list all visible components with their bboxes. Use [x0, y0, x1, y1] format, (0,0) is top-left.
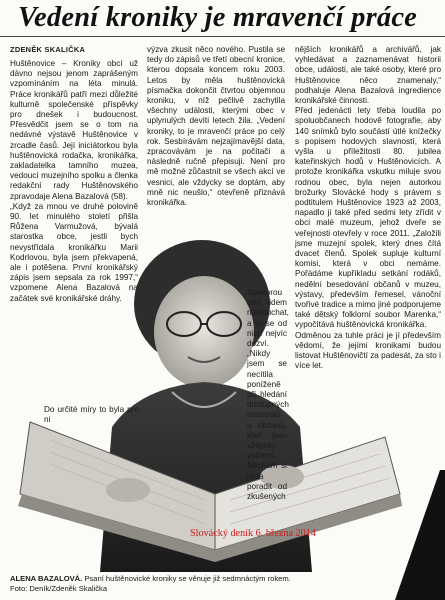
- article-column-2-continuation: Spokorou umí lidem naslouchat, a to se od nich nejvíc dozví. „Nikdy jsem se necítila poníženě při hledání dostupných materiálů u občanů, kteří jsou vždycky vstřícní. Nechám si ráda poradit od zkušených: [247, 288, 289, 502]
- author-byline: ZDENĚK SKALIČKA: [10, 45, 86, 54]
- article-column-3: nějších kronikářů a archivářů, jak vyhledávat a zaznamenávat historii obce, události, ale také osoby, které pro Huštěnovice něco znamenaly,“ podhaluje Alena Bazalová ingredience kronikářské činnosti. Před jedenácti lety třeba loudila po spoluobčanech hodově fotografie, aby 140 snímků bylo součástí útlé knížečky s popisem hodových slavností, která vyšla u příležitosti 80. jubilea kateřinských hodů v Huštěnovicích. A protože kronikářka vskutku miluje svou rodnou obec, byla nejen autorkou brožurky Slovácké hody s právem s podtitulem Huštěnovice 1923 až 2003, napadlo ji také před sedmi lety zřídit v obci malé muzeum, jehož dveře se veřejnosti otevřely v roce 2011. „Založili jsme muzejní spolek, který dnes čítá dvacet členů. Spolek supluje kulturní komisi, která v obci nemáme. Pořádáme kupříkladu setkání rodáků, nedělní besedování občanů v muzeu, výstavy, především řemesel, vánoční tvořivé tradice a mimo jiné podporujeme také dětský folklorní soubor Marenka,“ vypočítává huštěnovická kronikářka. Odměnou za tuhle práci je jí především vědomí, že jejími kronikami budou listovat Huštěnovičtí za padesát, za sto i více let.: [295, 45, 441, 371]
- headline-text: Vedení kroniky je mravenčí práce: [18, 2, 418, 33]
- photo-caption: [10, 574, 310, 593]
- article-column-1: Huštěnovice – Kroniky obcí už dávno nejsou jenom zaprášeným vzpomínáním na léta minulá. Práce kronikářů patří mezi důležité kulturně společenské příspěvky pro dnešek i budoucnost. Přesvědčit jsem se o tom na nedávné výstavě Huštěnovice v zrcadle časů. Její iniciátorkou byla huštěnovická rodačka, kronikářka, zakladatelka tamního muzea, vedoucí muzejního spolku a členka redakční rady Huštěnovského zpravodaje Alena Bazalová (58). „Když za mnou ve druhé polovině 90. let minulého století přišla Růžena Varmužová, bývalá starostka obce, jestli bych nevystřídala kronikářku Marii Kodrlovou, byla jsem překvapená, ale i potěšena. První kronikářský zápis jsem sepsala za rok 1997,“ vzpomene Alena Bazalová na začátek své kronikářské dráhy.: [10, 59, 138, 303]
- source-stamp: Slovácký deník 6. března 2014: [190, 528, 316, 539]
- caption-text: Psaní huštěnovické kroniky se věnuje již sedmnáctým rokem.: [82, 574, 291, 583]
- headline: [0, 0, 445, 36]
- article-column-2: výzva zkusit něco nového. Pustila se tedy do zápisů ve třetí obecní kronice, kterou dopsala koncem roku 2003. Letos by měla huštěnovická písmačka dokončit čtvrtou objemnou kroniku, v níž pečlivě zachytila všechny události, kterými obec v uplynulých devíti letech žila. „Vedení kroniky, to je mravenčí práce po celý rok. Sesbírávám nejzajímavější data, zpracovávám je na počítači a následně ručně přepisuji. Není pro mě možné zůčastnit se všech akcí ve vesnici, ale vždycky se doptám, aby mně nic neušlo,“ otevřeně přiznává kronikářka.: [147, 45, 285, 208]
- article-column-1-continuation: Do určité míry to byla pro ni: [44, 405, 139, 425]
- caption-credit: Foto: Deník/Zdeněk Skalička: [10, 583, 108, 593]
- headline-rule: [0, 36, 445, 37]
- caption-name: ALENA BAZALOVÁ.: [10, 574, 83, 583]
- decorative-letter-graphic: [355, 430, 445, 600]
